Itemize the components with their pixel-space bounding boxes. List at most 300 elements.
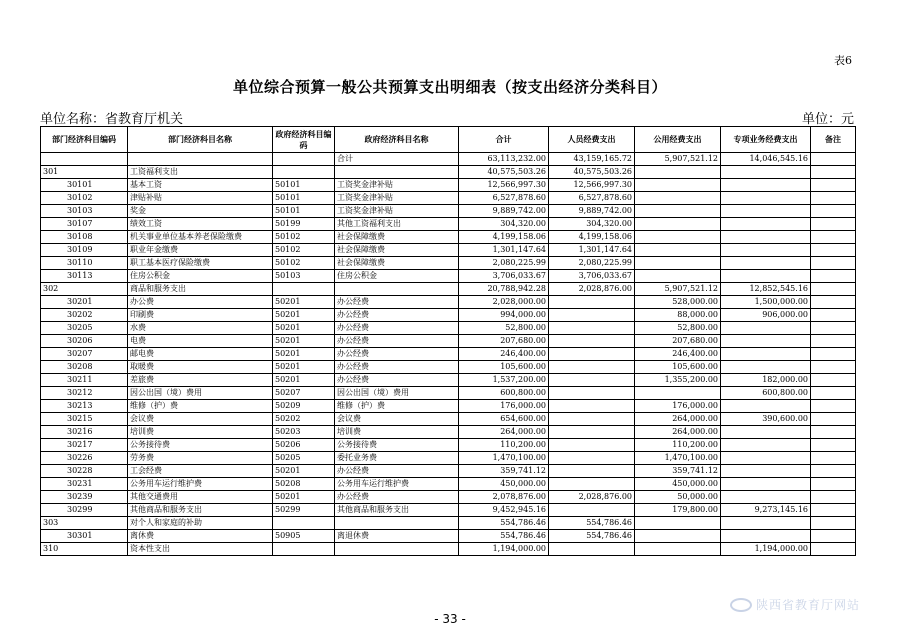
cell-public xyxy=(635,179,721,192)
cell-personnel: 43,159,165.72 xyxy=(549,153,635,166)
cell-special xyxy=(721,426,811,439)
cell-total: 600,800.00 xyxy=(459,387,549,400)
cell-personnel: 12,566,997.30 xyxy=(549,179,635,192)
cell-special: 1,194,000.00 xyxy=(721,543,811,556)
cell-dept-name: 差旅费 xyxy=(128,374,273,387)
cell-public: 50,000.00 xyxy=(635,491,721,504)
table-row xyxy=(41,413,856,426)
cell-special: 600,800.00 xyxy=(721,387,811,400)
cell-public: 110,200.00 xyxy=(635,439,721,452)
cell-total: 994,000.00 xyxy=(459,309,549,322)
cell-special xyxy=(721,192,811,205)
table-row xyxy=(41,192,856,205)
cell-total: 2,078,876.00 xyxy=(459,491,549,504)
cell-special xyxy=(721,465,811,478)
cell-gov-name: 委托业务费 xyxy=(335,452,459,465)
header-total: 合计 xyxy=(459,127,549,153)
cell-public xyxy=(635,543,721,556)
cell-dept-code: 30110 xyxy=(41,257,128,270)
cell-special xyxy=(721,270,811,283)
cell-note xyxy=(811,478,856,491)
cell-note xyxy=(811,426,856,439)
cell-gov-code: 50208 xyxy=(273,478,335,491)
cell-dept-code xyxy=(41,153,128,166)
table-row xyxy=(41,166,856,179)
cell-personnel xyxy=(549,543,635,556)
table-row xyxy=(41,543,856,556)
cell-special xyxy=(721,491,811,504)
cell-dept-name: 会议费 xyxy=(128,413,273,426)
table-row xyxy=(41,322,856,335)
table-row xyxy=(41,361,856,374)
unit-label: 单位：元 xyxy=(801,112,854,127)
cell-dept-code: 303 xyxy=(41,517,128,530)
cell-gov-name: 培训费 xyxy=(335,426,459,439)
cell-gov-name: 因公出国（境）费用 xyxy=(335,387,459,400)
cell-dept-name: 职业年金缴费 xyxy=(128,244,273,257)
cell-special: 9,273,145.16 xyxy=(721,504,811,517)
cell-public: 264,000.00 xyxy=(635,426,721,439)
cell-personnel: 6,527,878.60 xyxy=(549,192,635,205)
cell-personnel xyxy=(549,322,635,335)
table-row xyxy=(41,335,856,348)
table-row xyxy=(41,517,856,530)
cell-public: 1,355,200.00 xyxy=(635,374,721,387)
cell-special xyxy=(721,517,811,530)
cell-dept-name: 水费 xyxy=(128,322,273,335)
cell-gov-code: 50209 xyxy=(273,400,335,413)
cell-gov-code: 50299 xyxy=(273,504,335,517)
cell-total: 2,028,000.00 xyxy=(459,296,549,309)
cell-special: 390,600.00 xyxy=(721,413,811,426)
cell-note xyxy=(811,322,856,335)
cell-note xyxy=(811,231,856,244)
header-special: 专项业务经费支出 xyxy=(721,127,811,153)
cell-public xyxy=(635,530,721,543)
cell-gov-code xyxy=(273,166,335,179)
cell-special xyxy=(721,530,811,543)
cell-personnel xyxy=(549,309,635,322)
cell-special xyxy=(721,244,811,257)
cell-special xyxy=(721,218,811,231)
cell-gov-code: 50102 xyxy=(273,231,335,244)
cell-total: 176,000.00 xyxy=(459,400,549,413)
table-row xyxy=(41,491,856,504)
cell-gov-code: 50101 xyxy=(273,205,335,218)
cell-dept-name: 商品和服务支出 xyxy=(128,283,273,296)
cell-public: 359,741.12 xyxy=(635,465,721,478)
cell-dept-name xyxy=(128,153,273,166)
cell-note xyxy=(811,335,856,348)
table-row xyxy=(41,478,856,491)
cell-personnel xyxy=(549,400,635,413)
cell-dept-name: 因公出国（境）费用 xyxy=(128,387,273,400)
cell-public xyxy=(635,218,721,231)
header-personnel: 人员经费支出 xyxy=(549,127,635,153)
cell-gov-code: 50201 xyxy=(273,348,335,361)
cell-note xyxy=(811,387,856,400)
cell-gov-name xyxy=(335,283,459,296)
table-row xyxy=(41,452,856,465)
cell-total: 52,800.00 xyxy=(459,322,549,335)
cell-note xyxy=(811,348,856,361)
cell-dept-code: 30102 xyxy=(41,192,128,205)
cell-special: 1,500,000.00 xyxy=(721,296,811,309)
cell-gov-code: 50201 xyxy=(273,374,335,387)
cell-total: 246,400.00 xyxy=(459,348,549,361)
cell-public: 207,680.00 xyxy=(635,335,721,348)
cell-note xyxy=(811,192,856,205)
cell-total: 63,113,232.00 xyxy=(459,153,549,166)
cell-public: 176,000.00 xyxy=(635,400,721,413)
cell-note xyxy=(811,283,856,296)
cell-dept-name: 劳务费 xyxy=(128,452,273,465)
cell-note xyxy=(811,504,856,517)
cell-gov-name: 社会保障缴费 xyxy=(335,244,459,257)
table-number: 表6 xyxy=(834,54,852,67)
cell-total: 304,320.00 xyxy=(459,218,549,231)
cell-dept-code: 30101 xyxy=(41,179,128,192)
cell-public xyxy=(635,244,721,257)
header-dept-code: 部门经济科目编码 xyxy=(41,127,128,153)
cell-special xyxy=(721,478,811,491)
cell-gov-code: 50102 xyxy=(273,244,335,257)
cell-total: 654,600.00 xyxy=(459,413,549,426)
cell-note xyxy=(811,400,856,413)
cell-gov-name: 住房公积金 xyxy=(335,270,459,283)
cell-total: 6,527,878.60 xyxy=(459,192,549,205)
cell-gov-code: 50203 xyxy=(273,426,335,439)
table-row xyxy=(41,348,856,361)
cell-public xyxy=(635,231,721,244)
cell-note xyxy=(811,543,856,556)
cell-gov-name: 合计 xyxy=(335,153,459,166)
cell-gov-code: 50201 xyxy=(273,465,335,478)
table-row xyxy=(41,179,856,192)
cell-dept-code: 30201 xyxy=(41,296,128,309)
cell-public xyxy=(635,387,721,400)
cell-dept-code: 302 xyxy=(41,283,128,296)
emblem-icon xyxy=(730,598,752,612)
page-title: 单位综合预算一般公共预算支出明细表（按支出经济分类科目） xyxy=(232,78,667,96)
cell-gov-name: 离退休费 xyxy=(335,530,459,543)
table-row xyxy=(41,244,856,257)
cell-special xyxy=(721,205,811,218)
cell-dept-name: 工会经费 xyxy=(128,465,273,478)
cell-total: 554,786.46 xyxy=(459,517,549,530)
cell-special xyxy=(721,335,811,348)
cell-gov-name: 其他商品和服务支出 xyxy=(335,504,459,517)
cell-public: 105,600.00 xyxy=(635,361,721,374)
cell-personnel: 9,889,742.00 xyxy=(549,205,635,218)
cell-personnel: 2,028,876.00 xyxy=(549,491,635,504)
cell-total: 4,199,158.06 xyxy=(459,231,549,244)
cell-dept-code: 30202 xyxy=(41,309,128,322)
cell-dept-code: 30231 xyxy=(41,478,128,491)
cell-dept-code: 30206 xyxy=(41,335,128,348)
table-row xyxy=(41,205,856,218)
cell-note xyxy=(811,205,856,218)
cell-note xyxy=(811,166,856,179)
cell-dept-code: 30216 xyxy=(41,426,128,439)
cell-gov-name: 办公经费 xyxy=(335,296,459,309)
cell-total: 20,788,942.28 xyxy=(459,283,549,296)
table-row xyxy=(41,218,856,231)
cell-personnel: 3,706,033.67 xyxy=(549,270,635,283)
cell-dept-name: 机关事业单位基本养老保险缴费 xyxy=(128,231,273,244)
cell-note xyxy=(811,257,856,270)
cell-special xyxy=(721,179,811,192)
cell-public xyxy=(635,205,721,218)
cell-total: 9,889,742.00 xyxy=(459,205,549,218)
table-body xyxy=(41,153,856,556)
cell-dept-name: 对个人和家庭的补助 xyxy=(128,517,273,530)
cell-note xyxy=(811,296,856,309)
cell-gov-code xyxy=(273,283,335,296)
cell-gov-code: 50205 xyxy=(273,452,335,465)
cell-total: 3,706,033.67 xyxy=(459,270,549,283)
cell-gov-code: 50207 xyxy=(273,387,335,400)
table-row xyxy=(41,439,856,452)
cell-dept-code: 30301 xyxy=(41,530,128,543)
cell-personnel: 2,028,876.00 xyxy=(549,283,635,296)
cell-personnel: 1,301,147.64 xyxy=(549,244,635,257)
cell-gov-name: 办公经费 xyxy=(335,491,459,504)
table-row xyxy=(41,400,856,413)
cell-dept-code: 30213 xyxy=(41,400,128,413)
cell-special: 14,046,545.16 xyxy=(721,153,811,166)
cell-personnel xyxy=(549,465,635,478)
cell-public xyxy=(635,257,721,270)
cell-note xyxy=(811,218,856,231)
cell-gov-name: 办公经费 xyxy=(335,361,459,374)
cell-personnel xyxy=(549,296,635,309)
cell-total: 12,566,997.30 xyxy=(459,179,549,192)
cell-gov-name: 办公经费 xyxy=(335,465,459,478)
cell-gov-name: 公务用车运行维护费 xyxy=(335,478,459,491)
cell-note xyxy=(811,530,856,543)
cell-dept-name: 工资福利支出 xyxy=(128,166,273,179)
cell-total: 207,680.00 xyxy=(459,335,549,348)
cell-public: 1,470,100.00 xyxy=(635,452,721,465)
table-row xyxy=(41,387,856,400)
cell-dept-code: 30108 xyxy=(41,231,128,244)
cell-special: 182,000.00 xyxy=(721,374,811,387)
cell-gov-name: 工资奖金津补贴 xyxy=(335,179,459,192)
cell-dept-code: 30211 xyxy=(41,374,128,387)
cell-gov-name: 办公经费 xyxy=(335,322,459,335)
cell-note xyxy=(811,439,856,452)
cell-gov-name: 办公经费 xyxy=(335,374,459,387)
cell-gov-name: 公务接待费 xyxy=(335,439,459,452)
table-row xyxy=(41,257,856,270)
cell-note xyxy=(811,270,856,283)
cell-dept-code: 30208 xyxy=(41,361,128,374)
unit-info-row xyxy=(40,108,854,127)
cell-dept-code: 30113 xyxy=(41,270,128,283)
cell-dept-name: 津贴补贴 xyxy=(128,192,273,205)
cell-total: 359,741.12 xyxy=(459,465,549,478)
cell-gov-code: 50201 xyxy=(273,361,335,374)
cell-public: 246,400.00 xyxy=(635,348,721,361)
cell-dept-name: 基本工资 xyxy=(128,179,273,192)
cell-gov-code: 50101 xyxy=(273,179,335,192)
cell-dept-code: 30215 xyxy=(41,413,128,426)
cell-special xyxy=(721,400,811,413)
cell-dept-name: 资本性支出 xyxy=(128,543,273,556)
cell-total: 9,452,945.16 xyxy=(459,504,549,517)
cell-dept-name: 邮电费 xyxy=(128,348,273,361)
cell-public: 5,907,521.12 xyxy=(635,283,721,296)
cell-personnel xyxy=(549,478,635,491)
cell-total: 1,194,000.00 xyxy=(459,543,549,556)
cell-total: 105,600.00 xyxy=(459,361,549,374)
budget-table xyxy=(40,126,856,556)
cell-personnel xyxy=(549,413,635,426)
cell-public: 179,800.00 xyxy=(635,504,721,517)
cell-personnel xyxy=(549,452,635,465)
cell-personnel xyxy=(549,439,635,452)
cell-gov-code: 50201 xyxy=(273,491,335,504)
cell-total: 2,080,225.99 xyxy=(459,257,549,270)
cell-special xyxy=(721,439,811,452)
cell-gov-name: 会议费 xyxy=(335,413,459,426)
cell-gov-code: 50201 xyxy=(273,335,335,348)
cell-note xyxy=(811,491,856,504)
cell-dept-name: 离休费 xyxy=(128,530,273,543)
cell-gov-code xyxy=(273,543,335,556)
cell-dept-name: 电费 xyxy=(128,335,273,348)
cell-gov-code: 50102 xyxy=(273,257,335,270)
cell-personnel: 2,080,225.99 xyxy=(549,257,635,270)
cell-personnel xyxy=(549,387,635,400)
cell-dept-code: 30103 xyxy=(41,205,128,218)
cell-public xyxy=(635,270,721,283)
cell-public: 450,000.00 xyxy=(635,478,721,491)
cell-gov-name: 其他工资福利支出 xyxy=(335,218,459,231)
cell-personnel: 40,575,503.26 xyxy=(549,166,635,179)
cell-dept-code: 30207 xyxy=(41,348,128,361)
cell-note xyxy=(811,465,856,478)
cell-total: 1,301,147.64 xyxy=(459,244,549,257)
cell-note xyxy=(811,517,856,530)
cell-dept-name: 奖金 xyxy=(128,205,273,218)
cell-gov-code: 50905 xyxy=(273,530,335,543)
cell-total: 110,200.00 xyxy=(459,439,549,452)
cell-personnel xyxy=(549,348,635,361)
cell-dept-code: 30212 xyxy=(41,387,128,400)
table-row xyxy=(41,426,856,439)
cell-dept-name: 培训费 xyxy=(128,426,273,439)
cell-personnel xyxy=(549,504,635,517)
cell-gov-code: 50201 xyxy=(273,322,335,335)
cell-special: 12,852,545.16 xyxy=(721,283,811,296)
cell-dept-name: 职工基本医疗保险缴费 xyxy=(128,257,273,270)
cell-dept-name: 印刷费 xyxy=(128,309,273,322)
cell-gov-name: 办公经费 xyxy=(335,309,459,322)
cell-gov-name xyxy=(335,517,459,530)
cell-special xyxy=(721,348,811,361)
cell-personnel xyxy=(549,426,635,439)
cell-total: 264,000.00 xyxy=(459,426,549,439)
unit-name: 单位名称：省教育厅机关 xyxy=(40,112,184,127)
cell-note xyxy=(811,244,856,257)
cell-dept-code: 310 xyxy=(41,543,128,556)
cell-public xyxy=(635,192,721,205)
watermark xyxy=(730,596,860,613)
cell-note xyxy=(811,179,856,192)
cell-special: 906,000.00 xyxy=(721,309,811,322)
header-note: 备注 xyxy=(811,127,856,153)
cell-personnel: 304,320.00 xyxy=(549,218,635,231)
cell-dept-code: 30205 xyxy=(41,322,128,335)
cell-special xyxy=(721,257,811,270)
cell-gov-name xyxy=(335,543,459,556)
cell-gov-name: 工资奖金津补贴 xyxy=(335,192,459,205)
table-row xyxy=(41,270,856,283)
cell-personnel xyxy=(549,361,635,374)
cell-gov-name: 工资奖金津补贴 xyxy=(335,205,459,218)
cell-note xyxy=(811,153,856,166)
cell-gov-name: 办公经费 xyxy=(335,335,459,348)
cell-dept-code: 30217 xyxy=(41,439,128,452)
cell-personnel xyxy=(549,335,635,348)
cell-dept-name: 公务用车运行维护费 xyxy=(128,478,273,491)
cell-public: 264,000.00 xyxy=(635,413,721,426)
table-header-row xyxy=(41,127,856,153)
cell-dept-code: 30299 xyxy=(41,504,128,517)
cell-dept-code: 30239 xyxy=(41,491,128,504)
table-row xyxy=(41,309,856,322)
cell-dept-code: 30109 xyxy=(41,244,128,257)
table-row xyxy=(41,504,856,517)
header-gov-code: 政府经济科目编码 xyxy=(273,127,335,153)
cell-gov-code: 50103 xyxy=(273,270,335,283)
cell-dept-name: 其他交通费用 xyxy=(128,491,273,504)
cell-personnel: 4,199,158.06 xyxy=(549,231,635,244)
cell-special xyxy=(721,166,811,179)
cell-total: 40,575,503.26 xyxy=(459,166,549,179)
cell-gov-code: 50202 xyxy=(273,413,335,426)
cell-public xyxy=(635,166,721,179)
cell-note xyxy=(811,374,856,387)
cell-dept-name: 公务接待费 xyxy=(128,439,273,452)
cell-gov-code: 50201 xyxy=(273,296,335,309)
cell-public: 52,800.00 xyxy=(635,322,721,335)
cell-dept-code: 30107 xyxy=(41,218,128,231)
cell-personnel xyxy=(549,374,635,387)
cell-personnel: 554,786.46 xyxy=(549,517,635,530)
cell-gov-name: 办公经费 xyxy=(335,348,459,361)
cell-total: 554,786.46 xyxy=(459,530,549,543)
cell-special xyxy=(721,452,811,465)
cell-gov-code xyxy=(273,153,335,166)
cell-dept-name: 取暖费 xyxy=(128,361,273,374)
cell-dept-name: 维修（护）费 xyxy=(128,400,273,413)
cell-gov-code xyxy=(273,517,335,530)
table-row xyxy=(41,296,856,309)
cell-total: 1,470,100.00 xyxy=(459,452,549,465)
cell-special xyxy=(721,361,811,374)
cell-gov-code: 50101 xyxy=(273,192,335,205)
cell-gov-code: 50201 xyxy=(273,309,335,322)
header-dept-name: 部门经济科目名称 xyxy=(128,127,273,153)
cell-gov-code: 50199 xyxy=(273,218,335,231)
table-row xyxy=(41,283,856,296)
cell-gov-name: 维修（护）费 xyxy=(335,400,459,413)
cell-gov-name xyxy=(335,166,459,179)
cell-dept-code: 301 xyxy=(41,166,128,179)
